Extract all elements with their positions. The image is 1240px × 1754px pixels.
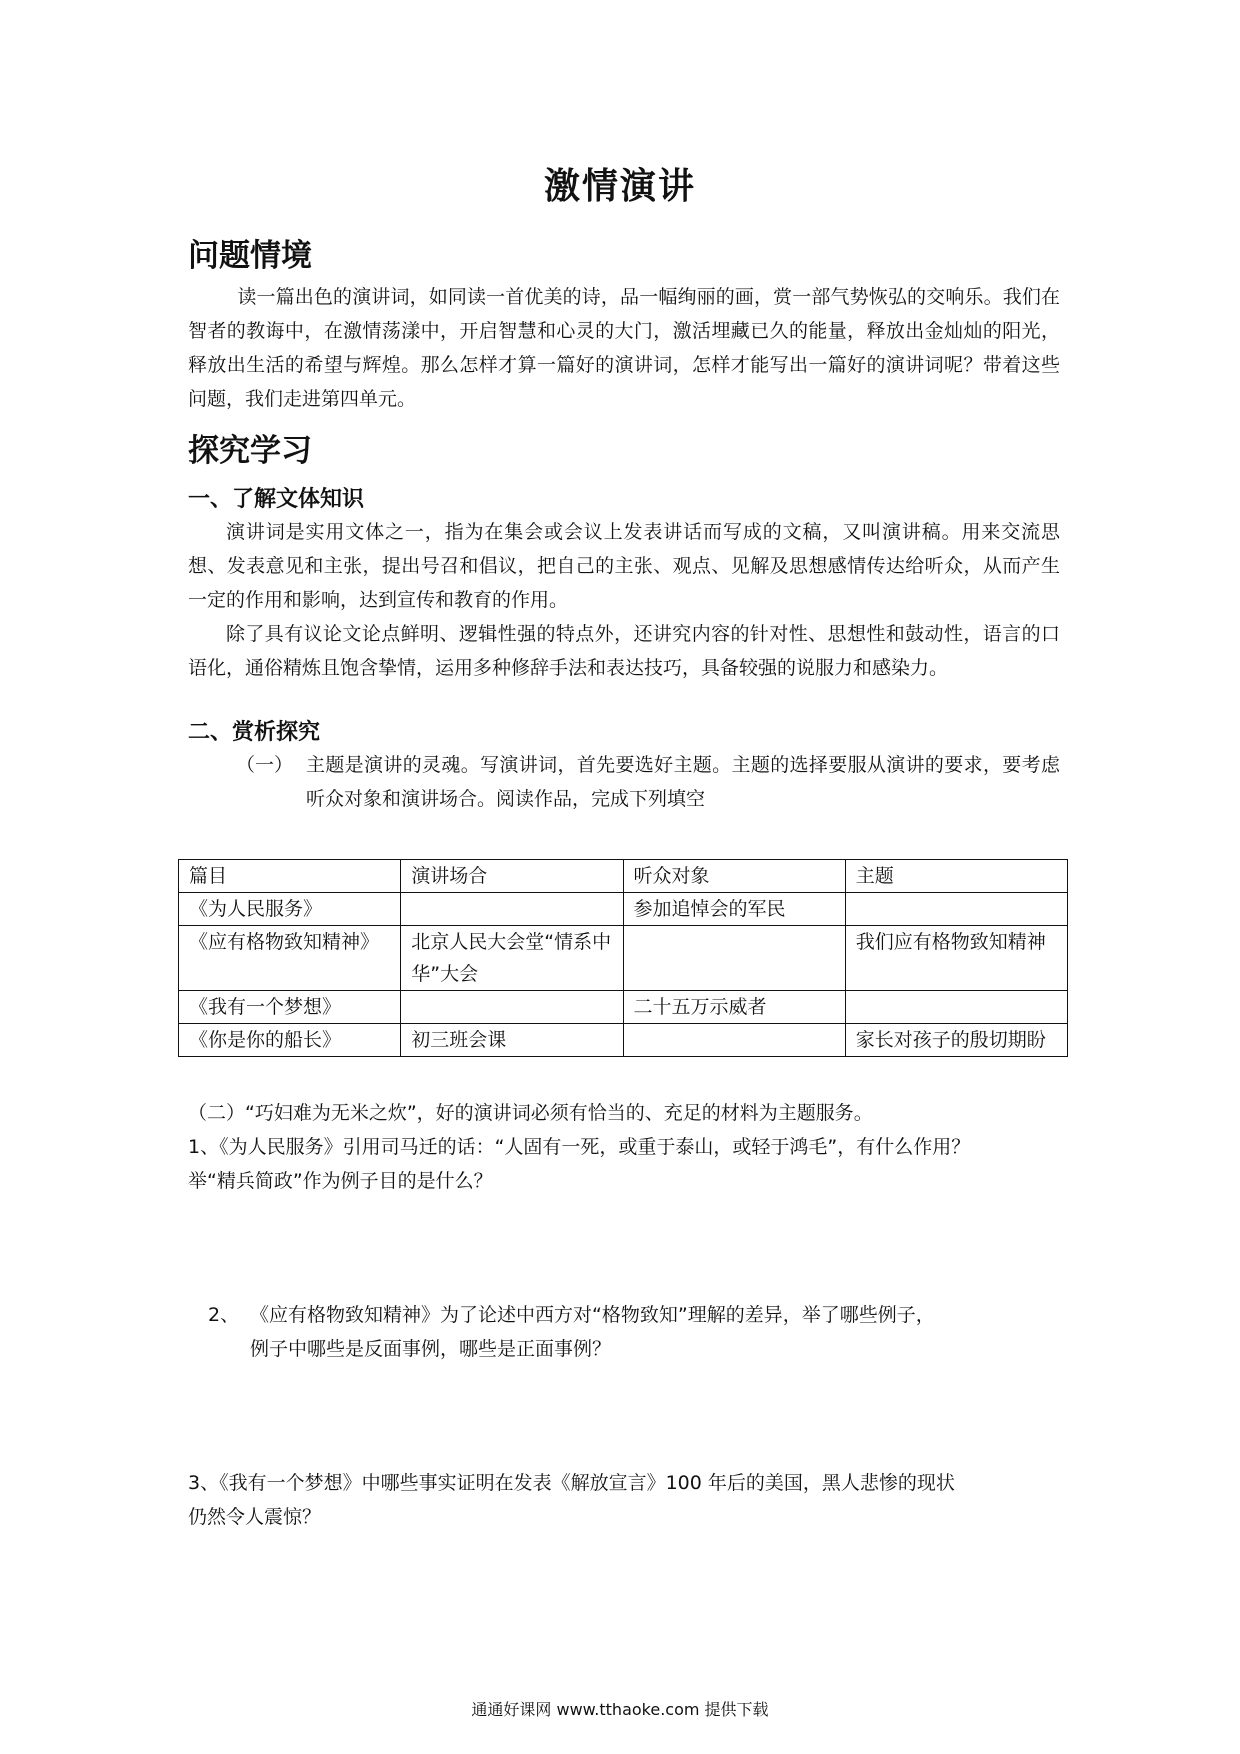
table-cell (623, 926, 845, 991)
question-3-line-1: 3、《我有一个梦想》中哪些事实证明在发表《解放宣言》100 年后的美国，黑人悲惨的现状 (188, 1472, 955, 1494)
table-header-cell: 听众对象 (623, 860, 845, 893)
table-header-row (179, 860, 1068, 893)
section-heading-inquiry: 探究学习 (188, 433, 312, 469)
page-footer: 通通好课网 www.tthaoke.com 提供下载 (471, 1700, 769, 1719)
item-1-text: 主题是演讲的灵魂。写演讲词，首先要选好主题。主题的选择要服从演讲的要求，要考虑听众对象和演讲场合。阅读作品，完成下列填空 (306, 754, 1060, 810)
question-2-line-1: 《应有格物致知精神》为了论述中西方对“格物致知”理解的差异，举了哪些例子， (250, 1304, 935, 1326)
table-cell: 《我有一个梦想》 (179, 991, 401, 1024)
table-cell (845, 991, 1067, 1024)
question-2-label: 2、 (208, 1304, 240, 1326)
table-row (179, 893, 1068, 926)
question-1-line-1: 1、《为人民服务》引用司马迁的话：“人固有一死，或重于泰山，或轻于鸿毛”，有什么作用？ (188, 1136, 971, 1158)
genre-paragraph-1: 演讲词是实用文体之一，指为在集会或会议上发表讲话而写成的文稿，又叫演讲稿。用来交流思想、发表意见和主张，提出号召和倡议，把自己的主张、观点、见解及思想感情传达给听众，从而产生一定的作用和影响，达到宣传和教育的作用。 (188, 521, 1060, 611)
table-header-cell: 演讲场合 (401, 860, 623, 893)
intro-paragraph: 读一篇出色的演讲词，如同读一首优美的诗，品一幅绚丽的画，赏一部气势恢弘的交响乐。我们在智者的教诲中，在激情荡漾中，开启智慧和心灵的大门，激活埋藏已久的能量，释放出金灿灿的阳光，释放出生活的希望与辉煌。那么怎样才算一篇好的演讲词，怎样才能写出一篇好的演讲词呢？带着这些问题，我们走进第四单元。 (188, 286, 1060, 410)
subheading-appreciation: 二、赏析探究 (188, 720, 321, 745)
table-header-cell: 篇目 (179, 860, 401, 893)
table-cell (623, 1024, 845, 1057)
table-header-cell: 主题 (845, 860, 1067, 893)
question-2-line-2: 例子中哪些是反面事例，哪些是正面事例？ (250, 1338, 612, 1360)
page-title: 激情演讲 (543, 166, 696, 207)
table-cell: 北京人民大会堂“情系中华”大会 (401, 926, 623, 991)
part2-intro: （二）“巧妇难为无米之炊”，好的演讲词必须有恰当的、充足的材料为主题服务。 (188, 1102, 873, 1124)
question-3-line-2: 仍然令人震惊？ (188, 1506, 322, 1528)
table-cell: 《你是你的船长》 (179, 1024, 401, 1057)
table-cell: 参加追悼会的军民 (623, 893, 845, 926)
table-cell: 家长对孩子的殷切期盼 (845, 1024, 1067, 1057)
table-cell (401, 893, 623, 926)
table-cell (401, 991, 623, 1024)
table-row (179, 1024, 1068, 1057)
fill-in-table (178, 859, 1068, 1057)
table-cell: 初三班会课 (401, 1024, 623, 1057)
table-row (179, 991, 1068, 1024)
section-heading-problem: 问题情境 (188, 238, 312, 274)
table-cell: 《为人民服务》 (179, 893, 401, 926)
table-cell: 二十五万示威者 (623, 991, 845, 1024)
subheading-genre-knowledge: 一、了解文体知识 (188, 487, 365, 512)
genre-paragraph-2: 除了具有议论文论点鲜明、逻辑性强的特点外，还讲究内容的针对性、思想性和鼓动性，语言的口语化，通俗精炼且饱含挚情，运用多种修辞手法和表达技巧，具备较强的说服力和感染力。 (188, 623, 1060, 679)
table-cell (845, 893, 1067, 926)
table-cell: 我们应有格物致知精神 (845, 926, 1067, 991)
table-row (179, 926, 1068, 991)
item-1-label: （一） (236, 754, 294, 776)
question-1-line-2: 举“精兵简政”作为例子目的是什么？ (188, 1170, 493, 1192)
table-cell: 《应有格物致知精神》 (179, 926, 401, 991)
